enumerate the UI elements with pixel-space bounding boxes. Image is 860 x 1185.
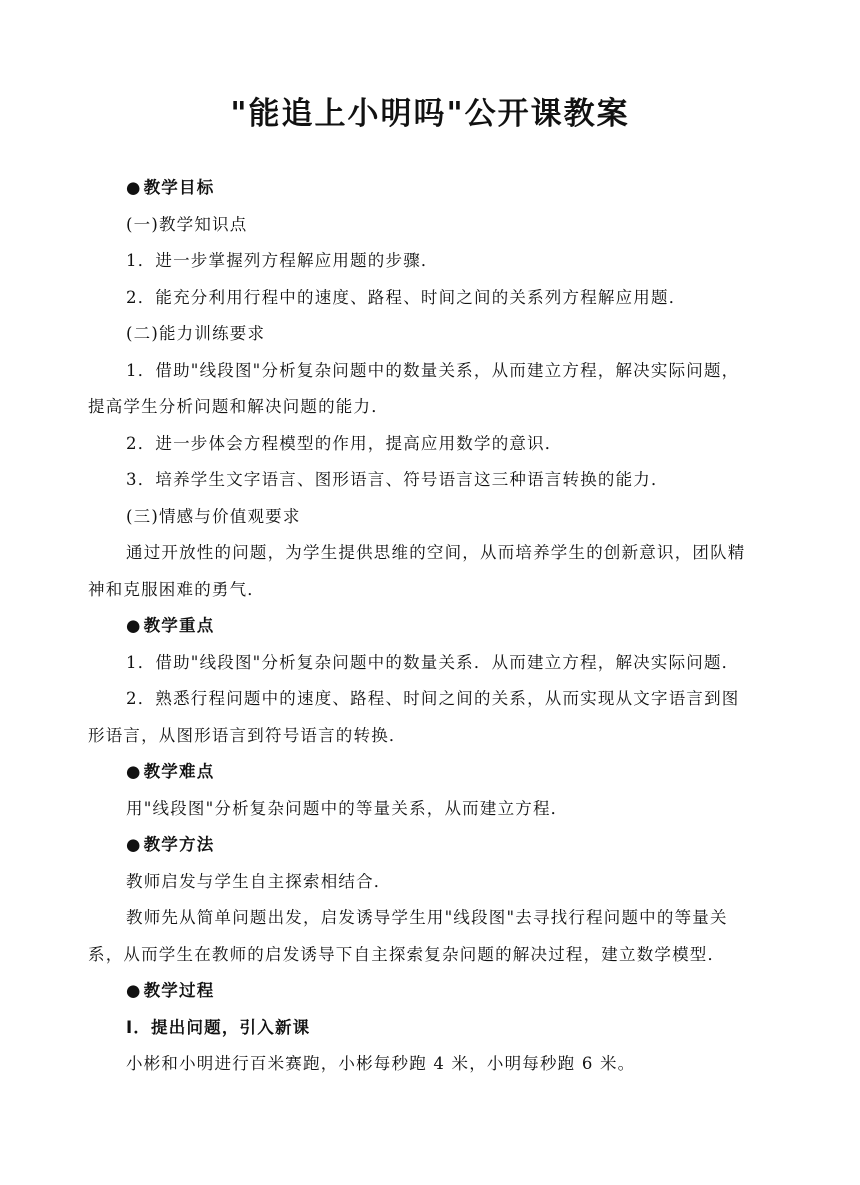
- paragraph: 教师先从简单问题出发，启发诱导学生用"线段图"去寻找行程问题中的等量关: [126, 908, 728, 927]
- section-heading-label: 教学难点: [143, 762, 215, 781]
- paragraph-continuation: 提高学生分析问题和解决问题的能力．: [88, 397, 389, 416]
- paragraph: 2．熟悉行程问题中的速度、路程、时间之间的关系，从而实现从文字语言到图: [126, 689, 740, 708]
- paragraph: 2．能充分利用行程中的速度、路程、时间之间的关系列方程解应用题．: [126, 287, 687, 307]
- paragraph: 小彬和小明进行百米赛跑，小彬每秒跑 4 米，小明每秒跑 6 米。: [126, 1054, 636, 1073]
- paragraph: 1．进一步掌握列方程解应用题的步骤．: [126, 251, 439, 270]
- section-heading-difficulties: [88, 754, 772, 791]
- paragraph-continuation: 系，从而学生在教师的启发诱导下自主探索复杂问题的解决过程，建立数学模型．: [88, 944, 726, 964]
- bullet-icon: ●: [126, 178, 142, 197]
- bullet-icon: ●: [126, 762, 142, 781]
- step-heading: Ⅰ．提出问题，引入新课: [126, 1017, 311, 1037]
- subheading-ability: (二)能力训练要求: [126, 324, 266, 343]
- bullet-icon: ●: [126, 981, 142, 1000]
- paragraph: 用"线段图"分析复杂问题中的等量关系，从而建立方程．: [126, 798, 569, 818]
- section-heading-objectives: [88, 170, 772, 207]
- paragraph: 教师启发与学生自主探索相结合．: [126, 871, 392, 891]
- paragraph-continuation: 神和克服困难的勇气．: [88, 579, 265, 599]
- section-heading-label: 教学过程: [143, 981, 215, 1000]
- paragraph: 2．进一步体会方程模型的作用，提高应用数学的意识．: [126, 433, 563, 453]
- section-heading-label: 教学目标: [143, 178, 215, 197]
- paragraph: 1．借助"线段图"分析复杂问题中的数量关系．从而建立方程，解决实际问题．: [126, 652, 740, 672]
- document-title: "能追上小明吗"公开课教案: [230, 96, 630, 132]
- bullet-icon: ●: [126, 616, 142, 635]
- bullet-icon: ●: [126, 835, 142, 854]
- subheading-knowledge: (一)教学知识点: [126, 214, 248, 234]
- paragraph: 1．借助"线段图"分析复杂问题中的数量关系，从而建立方程，解决实际问题，: [126, 360, 740, 380]
- document-body: [88, 170, 772, 1083]
- paragraph-continuation: 形语言，从图形语言到符号语言的转换．: [88, 725, 407, 745]
- section-heading-process: [88, 973, 772, 1010]
- section-heading-key-points: [88, 608, 772, 645]
- paragraph: 通过开放性的问题，为学生提供思维的空间，从而培养学生的创新意识，团队精: [126, 543, 746, 562]
- section-heading-label: 教学方法: [143, 835, 215, 854]
- subheading-emotion: (三)情感与价值观要求: [126, 506, 301, 526]
- paragraph: 3．培养学生文字语言、图形语言、符号语言这三种语言转换的能力．: [126, 470, 669, 489]
- section-heading-label: 教学重点: [143, 616, 215, 635]
- section-heading-methods: [88, 827, 772, 864]
